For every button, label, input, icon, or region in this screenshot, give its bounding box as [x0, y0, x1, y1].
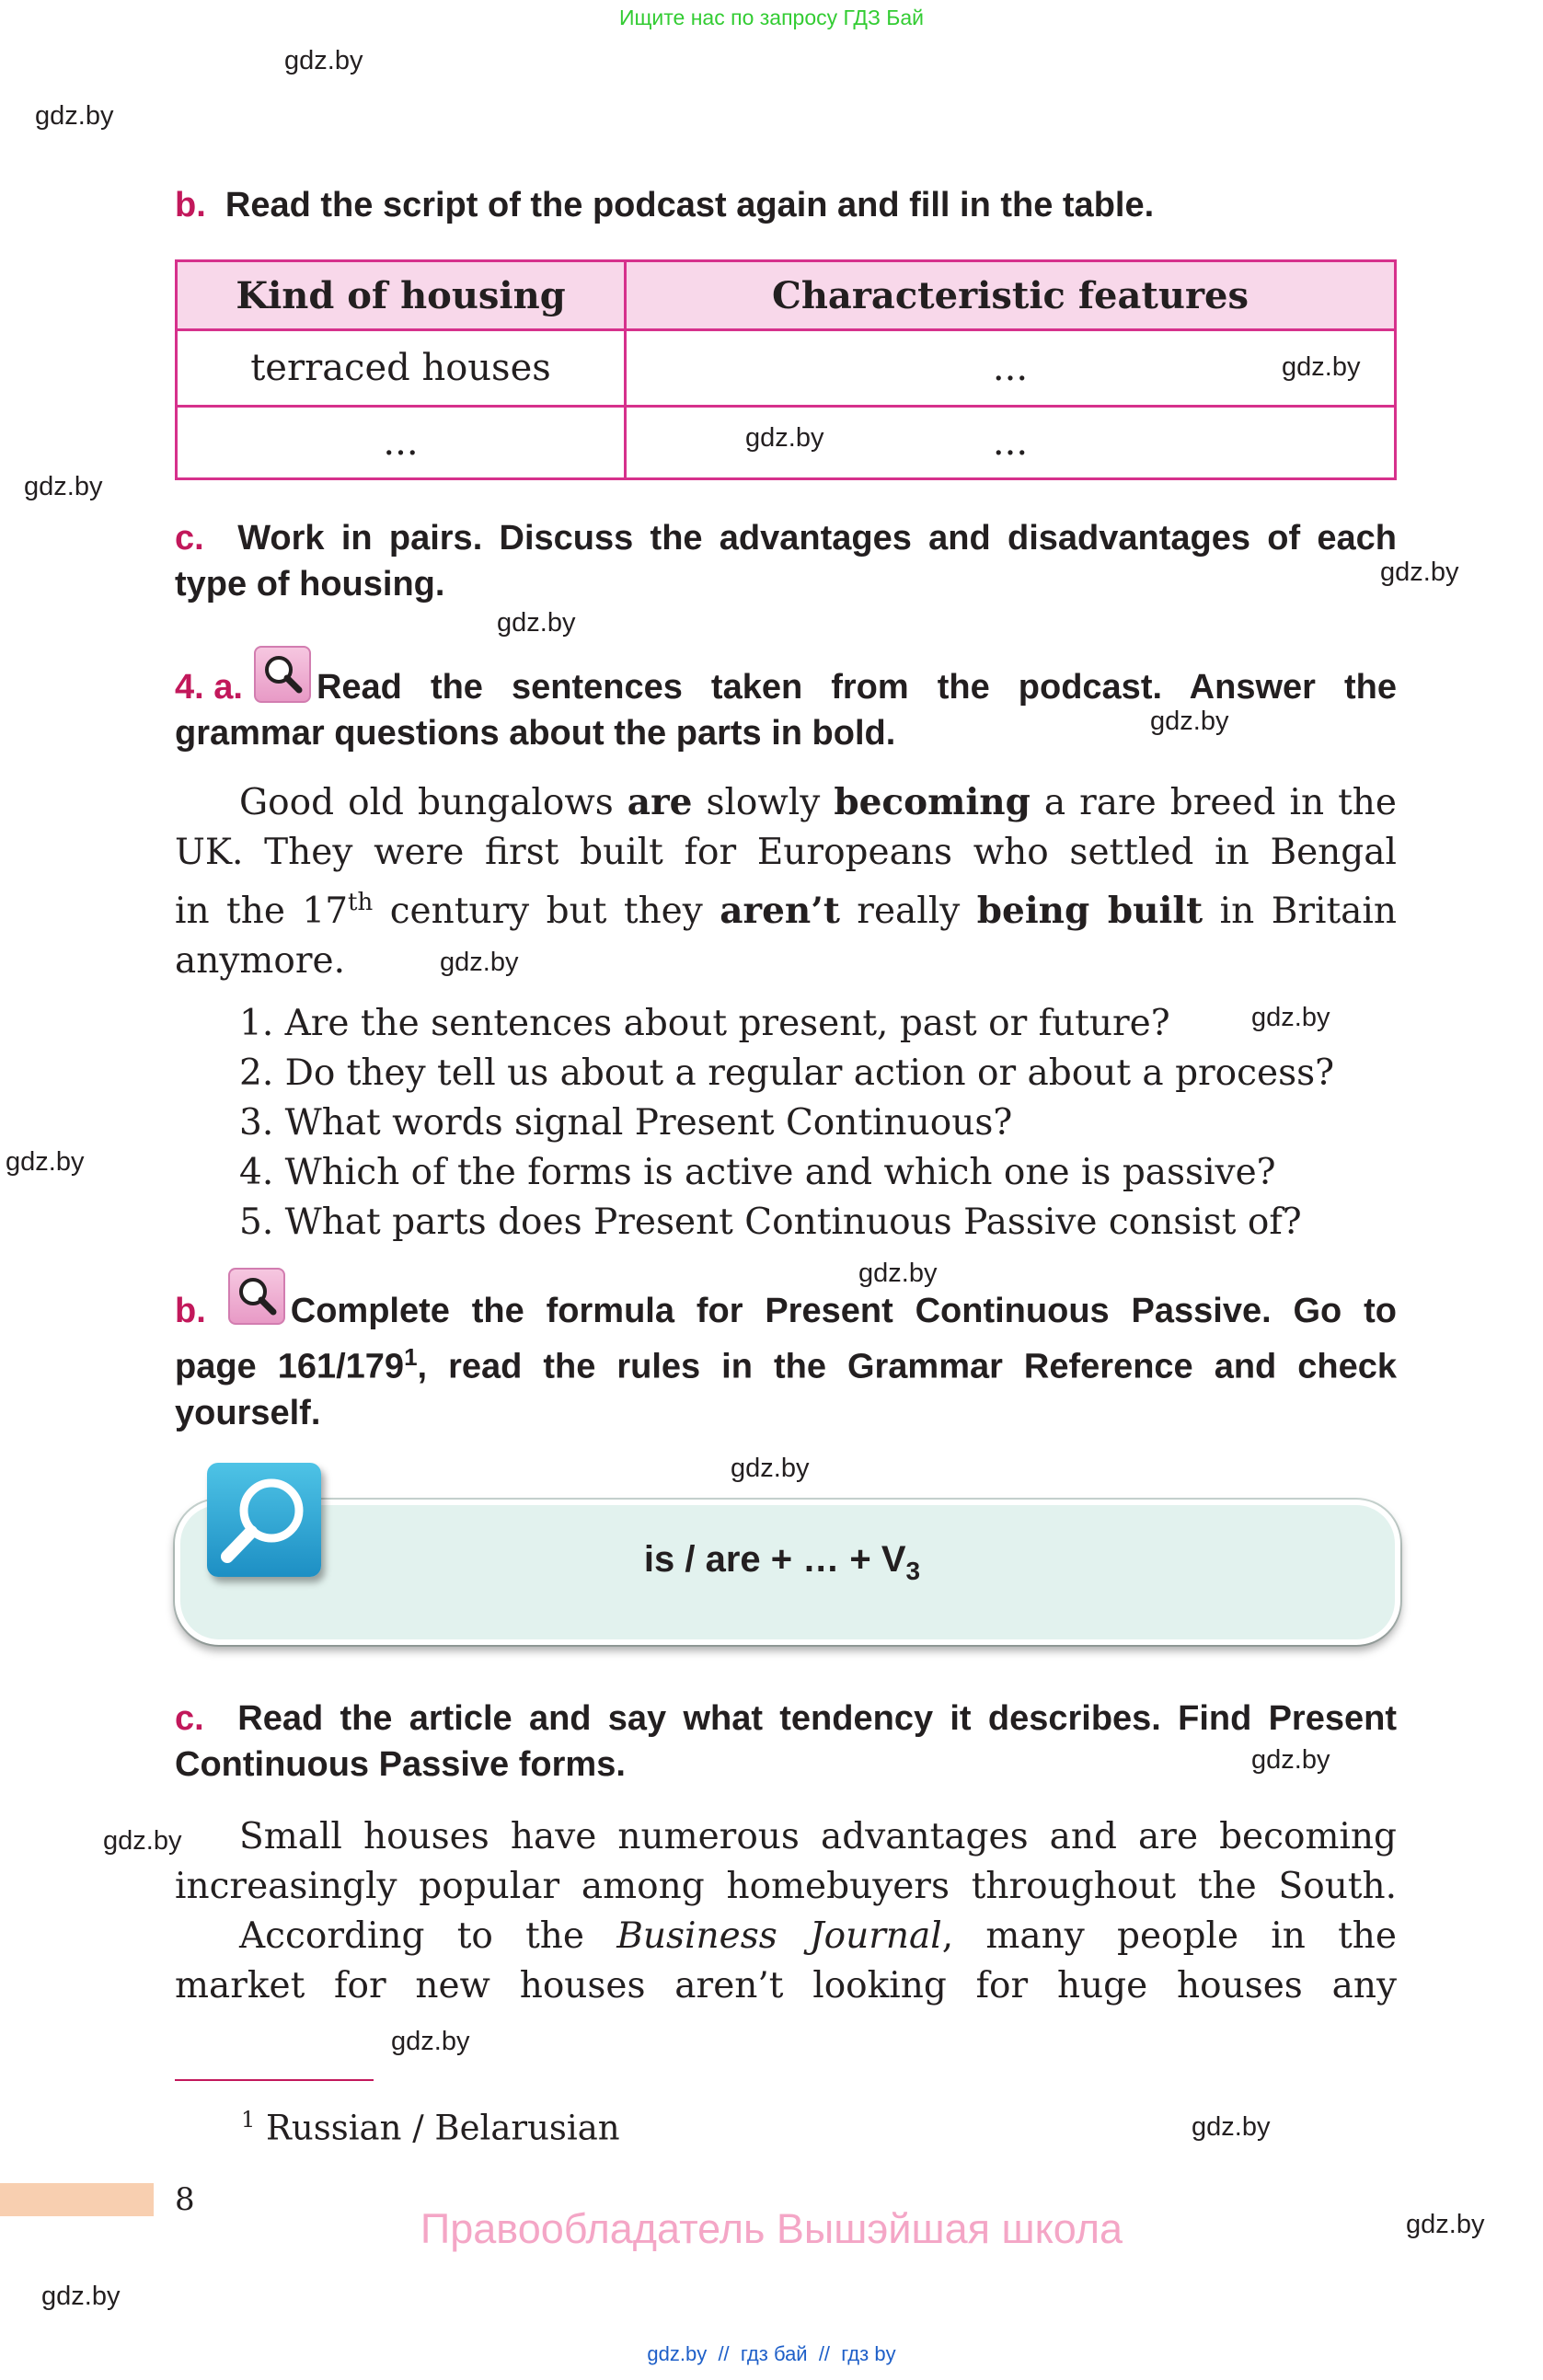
excerpt-bold: being built [976, 890, 1203, 932]
copyright-notice: Правообладатель Вышэйшая школа [420, 2205, 1123, 2252]
top-banner[interactable]: Ищите нас по запросу ГДЗ Бай [618, 6, 925, 29]
task-text: page 161/179 [175, 1347, 405, 1386]
list-item: 5. What parts does Present Continuous Passive consist of? [239, 1201, 1302, 1243]
task-number: 4. [175, 668, 204, 707]
watermark: gdz.by [440, 948, 519, 977]
article-italic: Business Journal [616, 1915, 942, 1957]
article-line: increasingly popular among homebuyers throughout the South. [175, 1866, 1397, 1907]
task-b-heading [175, 182, 1154, 228]
formula-subscript: 3 [905, 1557, 921, 1585]
excerpt-text: century but they [373, 891, 720, 932]
bottom-links[interactable]: gdz.by // гдз бай // гдз by [647, 2342, 896, 2365]
task-text: , read the rules in the Grammar Reference and check [417, 1347, 1397, 1386]
watermark: gdz.by [1150, 707, 1229, 736]
article-text [175, 1812, 1397, 2011]
watermark: gdz.by [1380, 558, 1459, 587]
footnote-divider [175, 2079, 374, 2081]
excerpt-line: anymore. [175, 940, 345, 982]
formula-main: is / are + … + V [643, 1539, 906, 1580]
table-header-cell: Characteristic features [626, 261, 1396, 330]
excerpt-bold: aren’t [720, 890, 840, 932]
task-text: Read the article and say what tendency it describes. Find Present [237, 1699, 1397, 1738]
footnote-text: Russian / Belarusian [266, 2108, 620, 2148]
excerpt-text: in Britain [1203, 891, 1397, 932]
table-header-cell: Kind of housing [177, 261, 626, 330]
excerpt-superscript: th [348, 889, 374, 916]
task-4c-heading [175, 1696, 1397, 1788]
list-item: 1. Are the sentences about present, past or future? [239, 1003, 1170, 1044]
list-item: 4. Which of the forms is active and which one is passive? [239, 1152, 1276, 1193]
formula-text [175, 1539, 1389, 1586]
watermark: gdz.by [103, 1826, 182, 1856]
excerpt-text: really [839, 891, 977, 932]
task-label: c. [175, 1699, 204, 1738]
task-superscript: 1 [404, 1343, 418, 1371]
excerpt-text: Good old bungalows [239, 782, 628, 823]
excerpt-text: slowly [692, 782, 835, 823]
table-header-row [177, 261, 1396, 330]
table-row [177, 330, 1396, 407]
task-c-heading [175, 515, 1397, 607]
task-text: Continuous Passive forms. [175, 1745, 626, 1784]
task-text: type of housing. [175, 565, 445, 604]
article-line: Small houses have numerous advantages and are becoming [239, 1816, 1397, 1857]
watermark: gdz.by [1192, 2112, 1271, 2142]
task-label: b. [175, 186, 206, 224]
task-text: Work in pairs. Discuss the advantages and disadvantages of each [237, 519, 1397, 558]
question-list [239, 999, 1399, 1247]
task-label: a. [213, 668, 243, 707]
footnote [241, 2107, 620, 2147]
excerpt-text: in the 17 [175, 891, 349, 932]
watermark: gdz.by [284, 46, 363, 75]
watermark: gdz.by [6, 1147, 85, 1177]
excerpt-text: a rare breed in the [1030, 782, 1397, 823]
watermark: gdz.by [1251, 1745, 1330, 1775]
task-text: grammar questions about the parts in bold. [175, 714, 896, 753]
watermark: gdz.by [1282, 352, 1361, 382]
table-cell: ... [626, 407, 1396, 479]
task-text: Read the sentences taken from the podcast. Answer the [316, 668, 1397, 707]
watermark: gdz.by [35, 101, 114, 131]
table-cell: ... [626, 330, 1396, 407]
table-cell: terraced houses [177, 330, 626, 407]
task-text: Complete the formula for Present Continuous Passive. Go to [290, 1292, 1397, 1330]
article-line: market for new houses aren’t looking for huge houses any [175, 1965, 1397, 2006]
magnifier-icon [228, 1268, 285, 1325]
article-text-part: According to the [239, 1915, 617, 1957]
task-text: Read the script of the podcast again and fill in the table. [225, 186, 1155, 224]
watermark: gdz.by [1251, 1003, 1330, 1032]
table-row [177, 407, 1396, 479]
watermark: gdz.by [731, 1454, 810, 1483]
watermark: gdz.by [391, 2027, 470, 2056]
task-4b-heading [175, 1288, 1397, 1436]
watermark: gdz.by [1406, 2210, 1485, 2239]
list-item: 2. Do they tell us about a regular action or about a process? [239, 1052, 1335, 1094]
magnifier-icon [254, 646, 311, 703]
watermark: gdz.by [497, 608, 576, 638]
footnote-mark: 1 [241, 2107, 256, 2133]
excerpt-bold: are [627, 781, 693, 823]
podcast-excerpt [175, 777, 1397, 986]
watermark: gdz.by [745, 423, 824, 453]
watermark: gdz.by [24, 472, 103, 501]
housing-table [175, 259, 1397, 480]
list-item: 3. What words signal Present Continuous? [239, 1102, 1013, 1144]
task-4a-heading [175, 664, 1397, 756]
excerpt-line: UK. They were first built for Europeans who settled in Bengal [175, 832, 1397, 873]
task-text: yourself. [175, 1393, 321, 1432]
page-number: 8 [175, 2181, 195, 2218]
table-cell: ... [177, 407, 626, 479]
task-label: c. [175, 519, 204, 558]
article-text-part: , many people in the [941, 1915, 1398, 1957]
task-label: b. [175, 1292, 206, 1330]
excerpt-bold: becoming [834, 781, 1031, 823]
watermark: gdz.by [858, 1259, 938, 1288]
watermark: gdz.by [41, 2282, 121, 2311]
